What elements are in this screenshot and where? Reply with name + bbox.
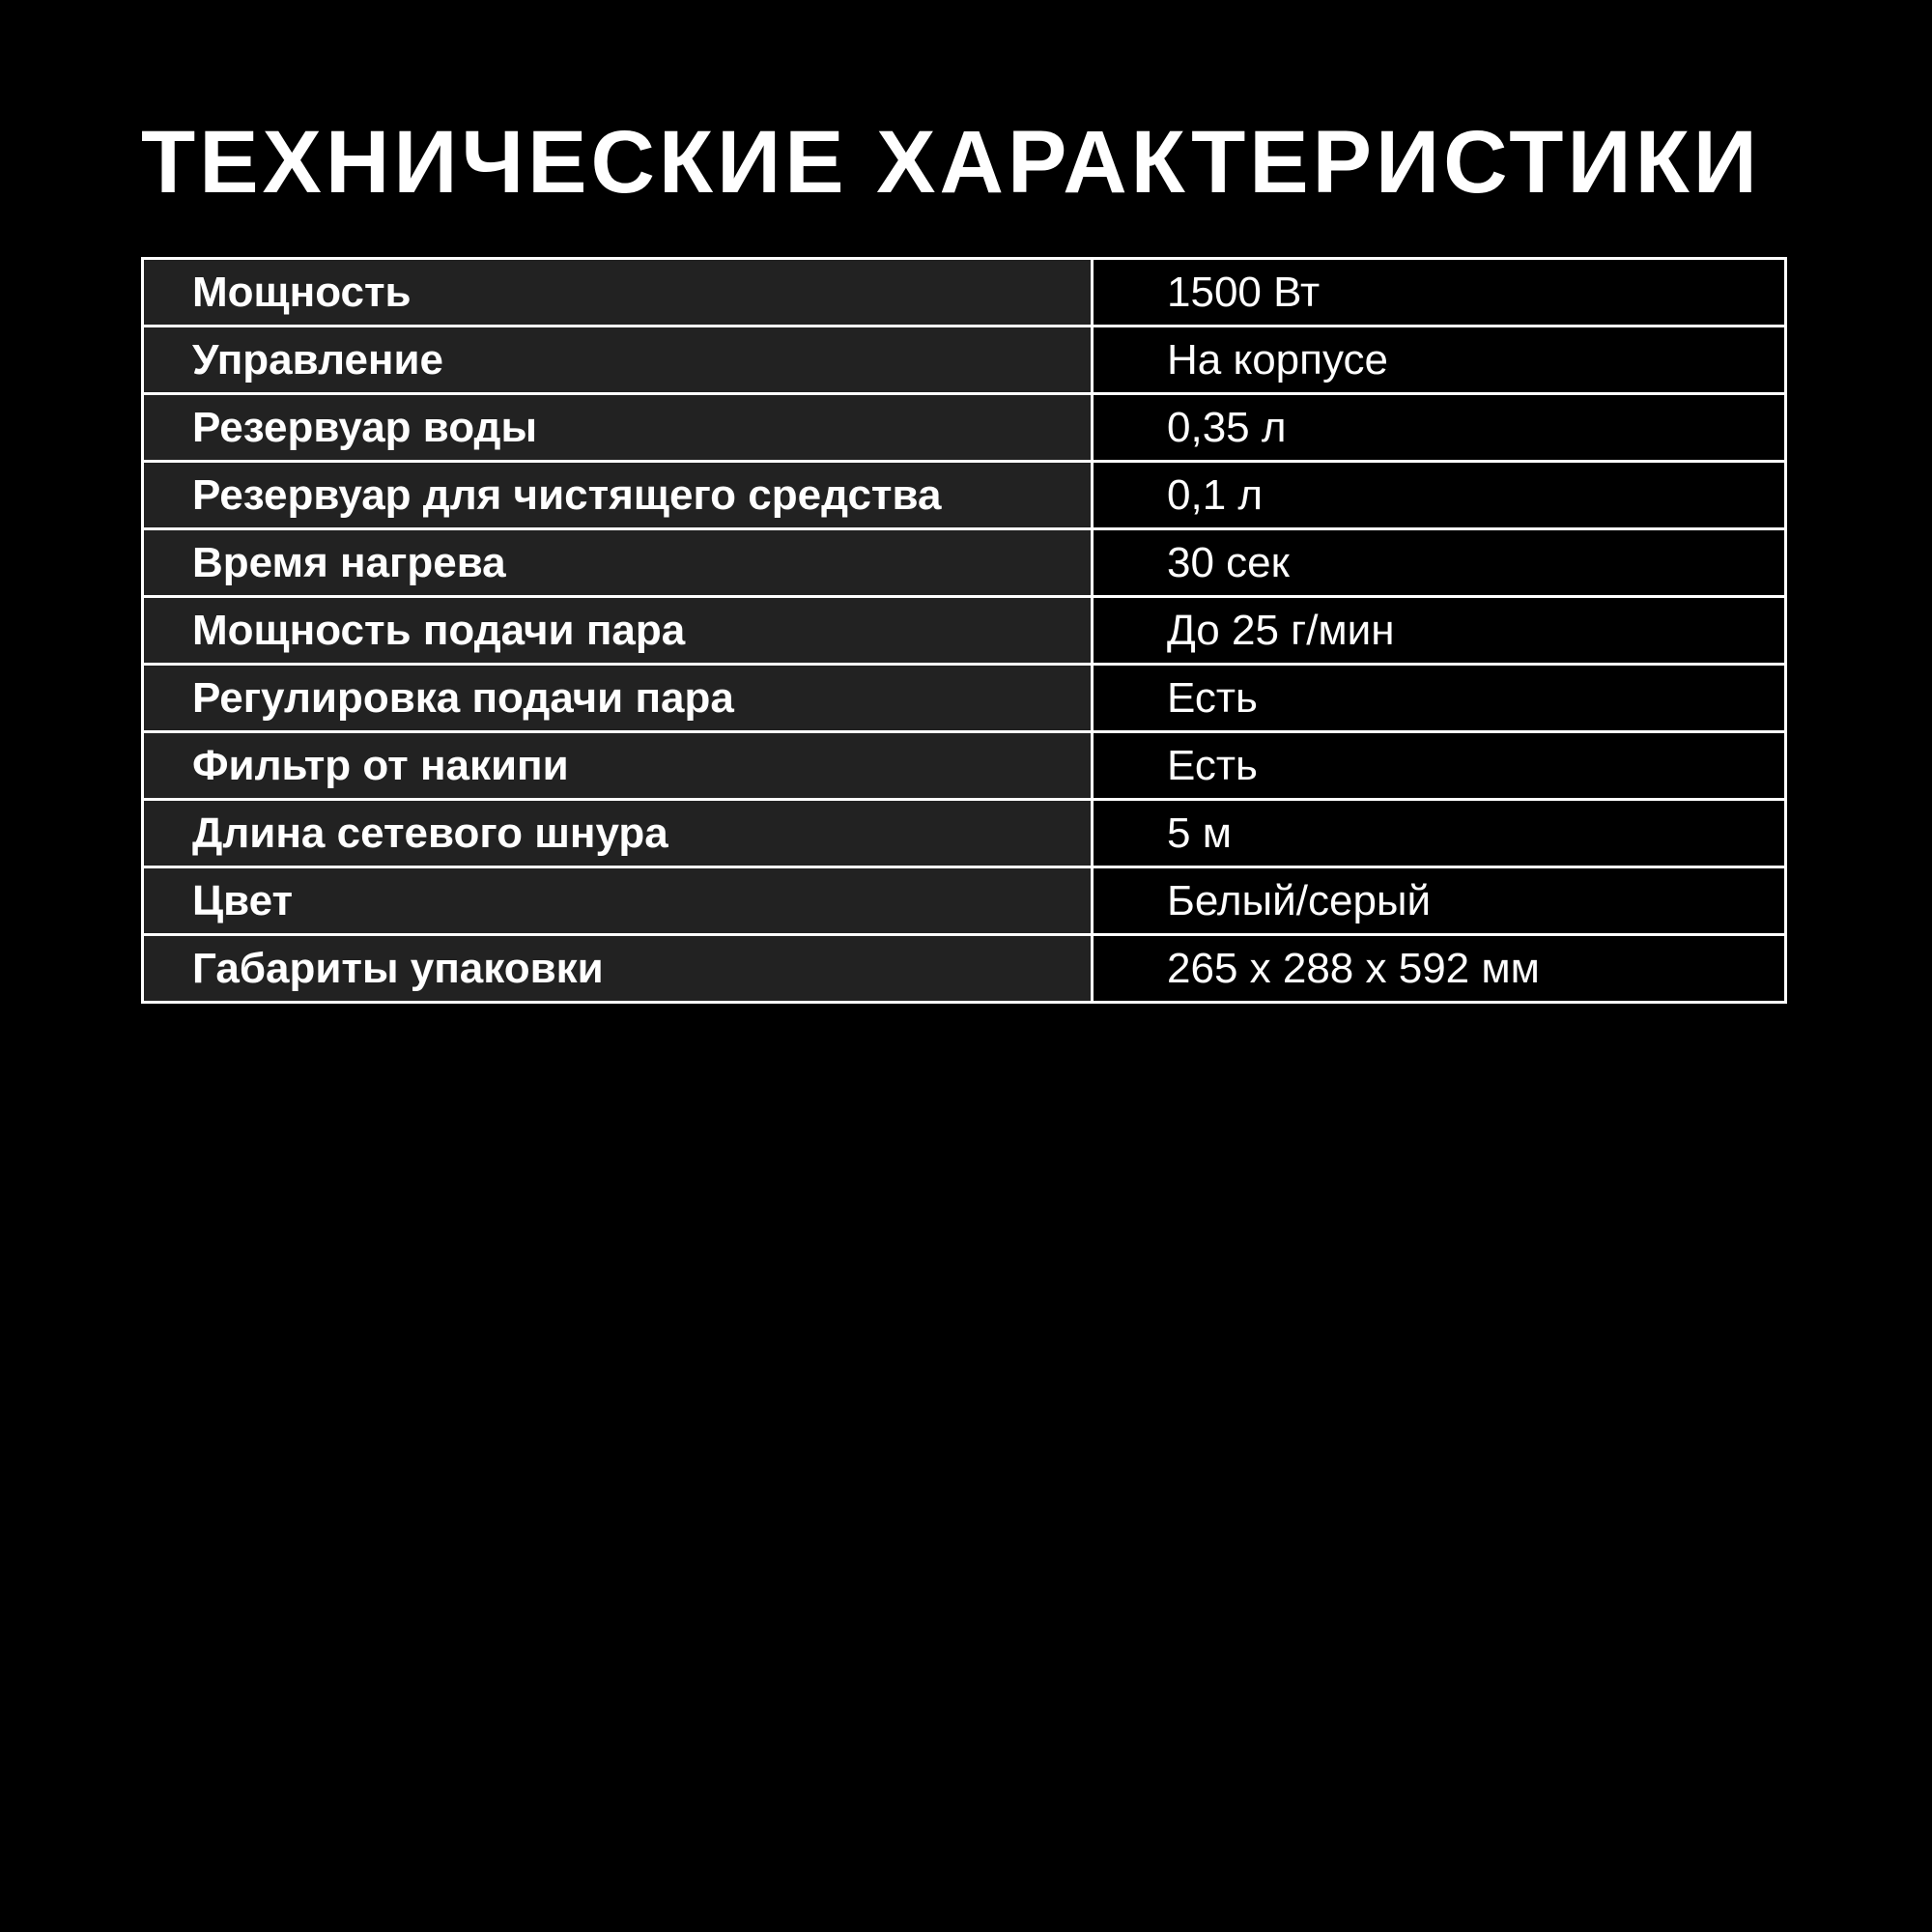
- spec-label: Длина сетевого шнура: [143, 800, 1093, 867]
- table-row: [143, 935, 1786, 1003]
- spec-label: Цвет: [143, 867, 1093, 935]
- spec-label: Время нагрева: [143, 529, 1093, 597]
- spec-label: Регулировка подачи пара: [143, 665, 1093, 732]
- spec-label: Управление: [143, 327, 1093, 394]
- spec-value: 1500 Вт: [1093, 259, 1786, 327]
- spec-value: Белый/серый: [1093, 867, 1786, 935]
- table-row: [143, 529, 1786, 597]
- spec-label: Резервуар для чистящего средства: [143, 462, 1093, 529]
- table-row: [143, 327, 1786, 394]
- table-row: [143, 800, 1786, 867]
- spec-label: Фильтр от накипи: [143, 732, 1093, 800]
- spec-value: Есть: [1093, 665, 1786, 732]
- spec-value: 0,1 л: [1093, 462, 1786, 529]
- spec-table-body: [143, 259, 1786, 1003]
- spec-table: [141, 257, 1787, 1004]
- spec-value: 30 сек: [1093, 529, 1786, 597]
- table-row: [143, 665, 1786, 732]
- spec-value: 265 x 288 x 592 мм: [1093, 935, 1786, 1003]
- table-row: [143, 732, 1786, 800]
- table-row: [143, 597, 1786, 665]
- spec-value: 5 м: [1093, 800, 1786, 867]
- spec-value: На корпусе: [1093, 327, 1786, 394]
- spec-label: Мощность: [143, 259, 1093, 327]
- spec-label: Резервуар воды: [143, 394, 1093, 462]
- table-row: [143, 867, 1786, 935]
- spec-value: 0,35 л: [1093, 394, 1786, 462]
- table-row: [143, 394, 1786, 462]
- spec-label: Габариты упаковки: [143, 935, 1093, 1003]
- table-row: [143, 462, 1786, 529]
- page-title: ТЕХНИЧЕСКИЕ ХАРАКТЕРИСТИКИ: [141, 113, 1761, 212]
- spec-label: Мощность подачи пара: [143, 597, 1093, 665]
- spec-value: До 25 г/мин: [1093, 597, 1786, 665]
- table-row: [143, 259, 1786, 327]
- spec-value: Есть: [1093, 732, 1786, 800]
